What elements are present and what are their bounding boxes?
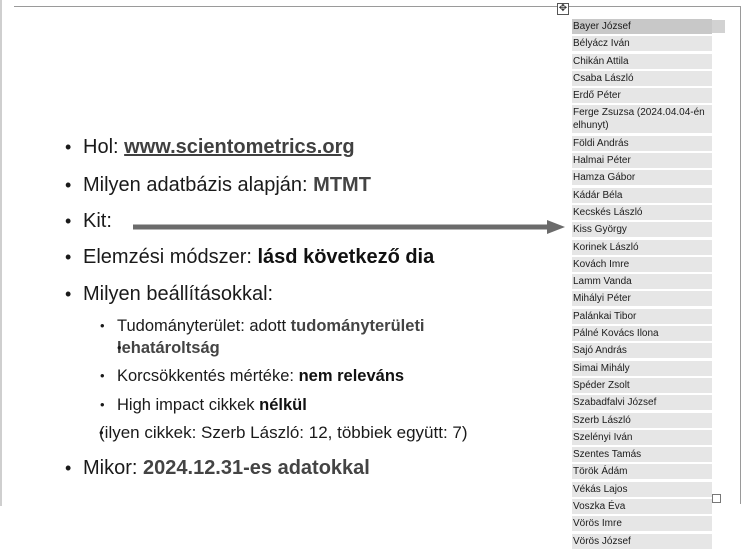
bullet-label: Milyen adatbázis alapján:: [83, 174, 308, 196]
high-impact-value: nélkül: [259, 396, 307, 414]
name-cell[interactable]: Voszka Éva: [572, 499, 712, 514]
name-cell[interactable]: Bayer József: [572, 19, 712, 34]
name-cell[interactable]: Kovách Imre: [572, 257, 712, 272]
bullet-hol: [66, 135, 355, 159]
name-cell[interactable]: Ferge Zsuzsa (2024.04.04-én elhunyt): [572, 105, 712, 133]
table-side-cell: [712, 20, 725, 33]
name-cell[interactable]: Halmai Péter: [572, 153, 712, 168]
name-cell[interactable]: Bélyácz Iván: [572, 36, 712, 51]
slide-left-edge: [0, 0, 2, 506]
name-cell[interactable]: Chikán Attila: [572, 54, 712, 69]
name-cell[interactable]: Pálné Kovács Ilona: [572, 326, 712, 341]
bullet-mikor: [66, 456, 370, 480]
name-cell[interactable]: Spéder Zsolt: [572, 378, 712, 393]
name-cell[interactable]: Kádár Béla: [572, 188, 712, 203]
name-cell[interactable]: Török Ádám: [572, 464, 712, 479]
name-table[interactable]: [572, 19, 712, 551]
sub-bullet-label: Tudományterület: adott: [117, 317, 287, 335]
bullet-label: Kit:: [83, 210, 112, 232]
method-value: lásd következő dia: [257, 246, 435, 268]
bullet-beallitasok: [66, 282, 273, 306]
name-cell[interactable]: Szabadfalvi József: [572, 395, 712, 410]
name-cell[interactable]: Szentes Tamás: [572, 447, 712, 462]
name-cell[interactable]: Csaba László: [572, 71, 712, 86]
database-value: MTMT: [313, 174, 371, 196]
name-cell[interactable]: Szelényi Iván: [572, 430, 712, 445]
date-value: 2024.12.31-es adatokkal: [143, 457, 370, 479]
bullet-label: Elemzési módszer:: [83, 246, 252, 268]
name-cell[interactable]: Szerb László: [572, 413, 712, 428]
note-text: (ilyen cikkek: Szerb László: 12, többiek együtt: 7): [99, 423, 468, 442]
arrow-head: [547, 220, 565, 234]
note-line: [99, 422, 468, 444]
bullet-adatbazis: [66, 173, 371, 197]
name-cell[interactable]: Palánkai Tibor: [572, 309, 712, 324]
name-cell[interactable]: Vörös Imre: [572, 516, 712, 531]
bullet-modszer: [66, 245, 434, 269]
name-cell[interactable]: Simai Mihály: [572, 361, 712, 376]
name-cell[interactable]: Lamm Vanda: [572, 274, 712, 289]
sub-bullet-tudomanyterulet: [100, 315, 425, 337]
name-cell[interactable]: Vékás Lajos: [572, 482, 712, 497]
sub-bullet-label: High impact cikkek: [117, 396, 255, 414]
name-cell[interactable]: Sajó András: [572, 343, 712, 358]
sub-bullet-korcsokkentes: [100, 365, 404, 387]
name-cell[interactable]: Földi András: [572, 136, 712, 151]
website-link[interactable]: www.scientometrics.org: [124, 136, 355, 158]
name-cell[interactable]: Erdő Péter: [572, 88, 712, 103]
move-handle-icon[interactable]: ✥: [558, 3, 568, 14]
resize-handle-icon[interactable]: [712, 494, 721, 503]
name-cell[interactable]: Kiss György: [572, 222, 712, 237]
name-cell[interactable]: Korinek László: [572, 240, 712, 255]
name-cell[interactable]: Vörös József: [572, 534, 712, 549]
bullet-label: Mikor:: [83, 457, 138, 479]
sub-bullet-high-impact: [100, 394, 307, 416]
sub-bullet-label: Korcsökkentés mértéke:: [117, 367, 294, 385]
bullet-kit: [66, 209, 112, 233]
sub-bullet-continuation: [117, 337, 220, 359]
name-cell[interactable]: Mihályi Péter: [572, 291, 712, 306]
field-value-line1: tudományterületi: [290, 317, 425, 335]
bullet-label: Milyen beállításokkal:: [83, 283, 274, 305]
age-reduction-value: nem releváns: [298, 367, 405, 385]
name-cell[interactable]: Kecskés László: [572, 205, 712, 220]
bullet-label: Hol:: [83, 136, 119, 158]
arrow-to-names: [133, 219, 565, 235]
field-value-line2: lehatároltság: [117, 339, 220, 357]
name-cell[interactable]: Hamza Gábor: [572, 170, 712, 185]
